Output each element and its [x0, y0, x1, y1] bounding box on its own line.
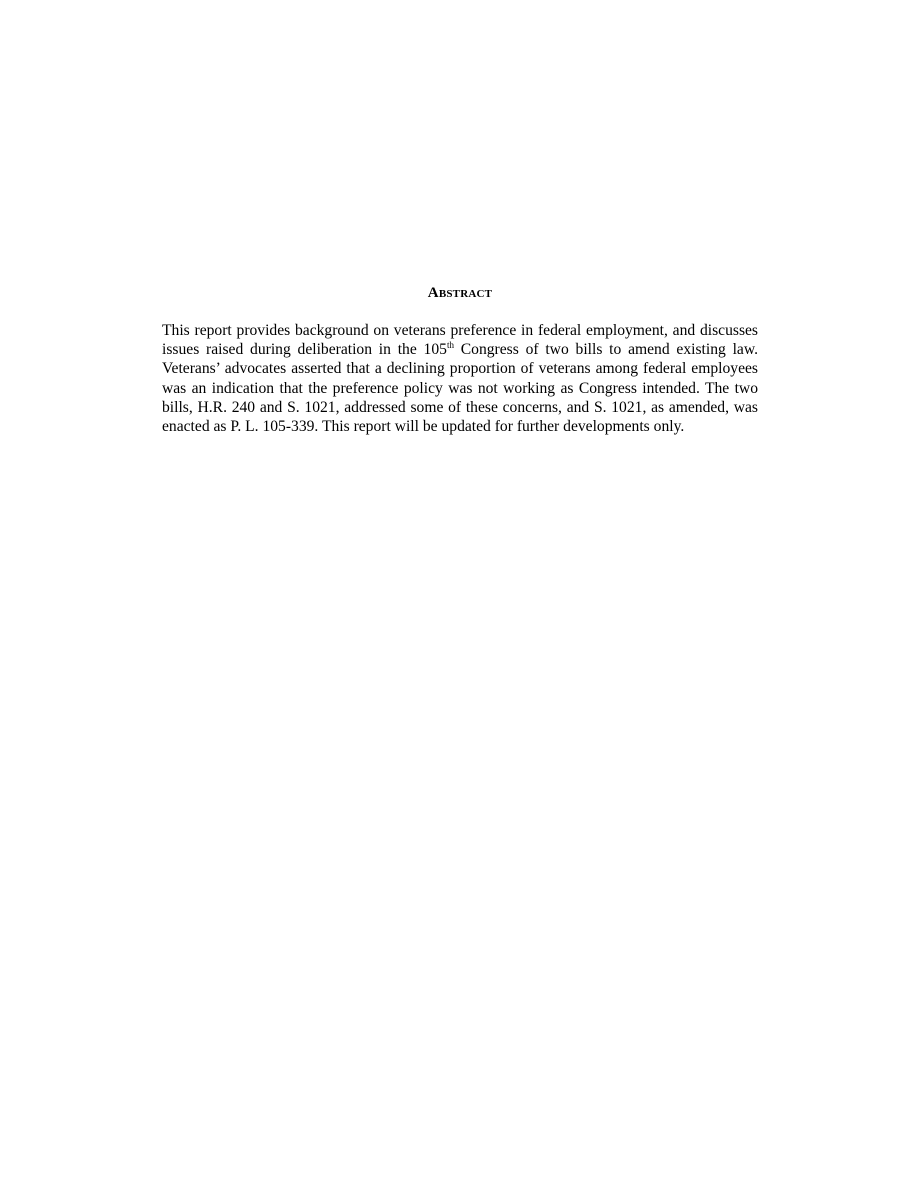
abstract-heading: Abstract	[427, 285, 493, 301]
abstract-text-part-1: This report provides background on veterans preference in federal employment, and discusses issues raised during deliberation in the 105	[162, 322, 758, 359]
abstract-paragraph	[162, 321, 758, 436]
ordinal-superscript: th	[446, 340, 454, 351]
abstract-text-part-2: Congress of two bills to amend existing law. Veterans’ advocates asserted that a declining proportion of veterans among federal employees was an indication that the preference policy was not working as Congress intended. The two bills, H.R. 240 and S. 1021, addressed some of these concerns, and S. 1021, as amended, was enacted as P. L. 105-339. This report will be updated for further developments only.	[162, 341, 758, 436]
